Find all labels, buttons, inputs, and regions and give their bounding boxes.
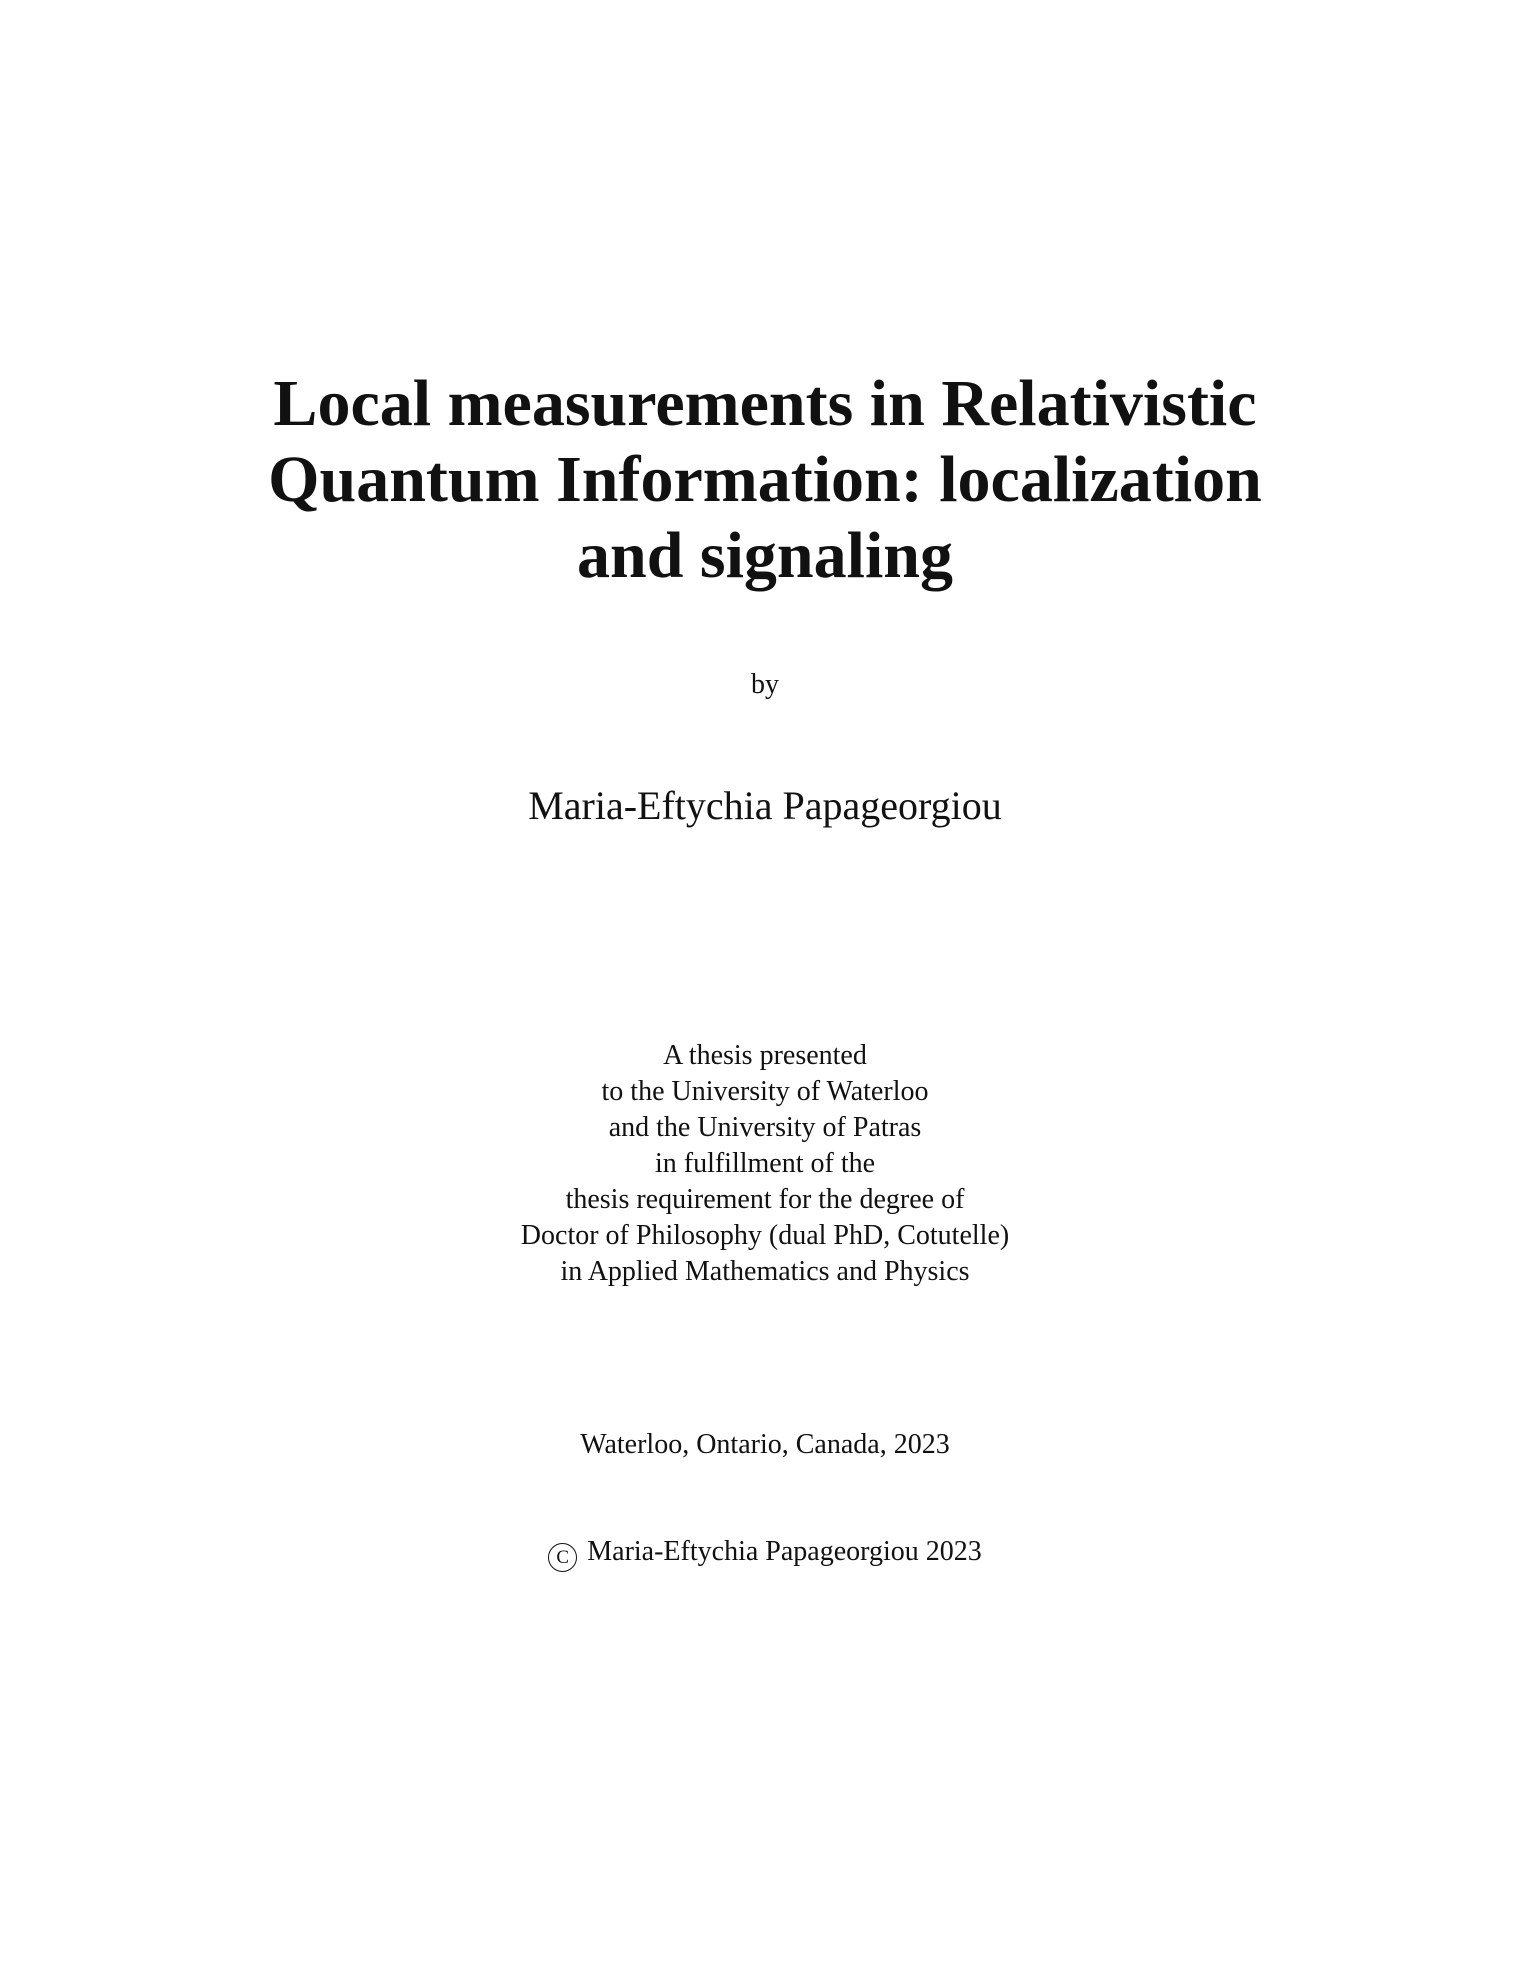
- thesis-statement-line: Doctor of Philosophy (dual PhD, Cotutelle): [520, 1220, 1010, 1251]
- thesis-statement-line: and the University of Patras: [608, 1112, 922, 1143]
- copyright-notice: [0, 1535, 1530, 1572]
- thesis-statement-line: in Applied Mathematics and Physics: [560, 1256, 970, 1287]
- thesis-statement-line: thesis requirement for the degree of: [565, 1184, 965, 1215]
- author-name: Maria-Eftychia Papageorgiou: [528, 783, 1002, 828]
- title-line: Local measurements in Relativistic: [273, 367, 1257, 440]
- thesis-statement: [0, 1038, 1530, 1290]
- title-line: Quantum Information: localization: [268, 443, 1262, 516]
- copyright-holder: Maria-Eftychia Papageorgiou 2023: [587, 1536, 982, 1567]
- thesis-statement-line: to the University of Waterloo: [601, 1076, 929, 1107]
- thesis-title: [200, 366, 1330, 594]
- thesis-statement-line: A thesis presented: [663, 1040, 867, 1071]
- thesis-statement-line: in fulfillment of the: [654, 1148, 876, 1179]
- copyright-icon: C: [548, 1543, 577, 1572]
- place-and-year: Waterloo, Ontario, Canada, 2023: [580, 1429, 950, 1460]
- by-line: by: [751, 669, 779, 700]
- title-line: and signaling: [576, 519, 954, 592]
